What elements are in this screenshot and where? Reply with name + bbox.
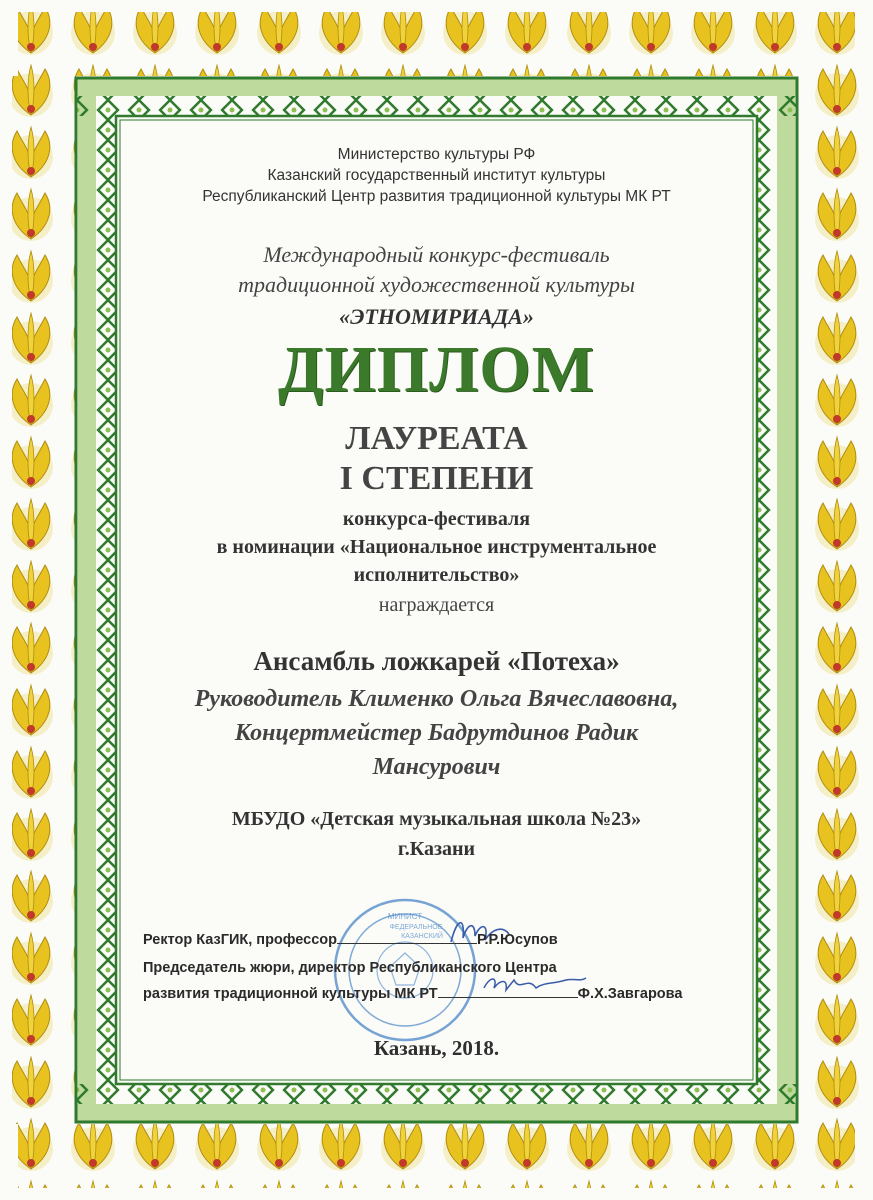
nomination-line-2: в номинации «Национальное инструментальное [216,536,657,558]
place-date: Казань, 2018. [373,1036,500,1060]
chair-label: развития традиционной культуры МК РТ [143,986,438,1002]
institute-line: Казанский государственный институт культуры [267,167,606,184]
school-city: г.Казани [397,838,476,860]
contest-line-1: Международный конкурс-фестиваль [263,242,610,267]
svg-text:ФЕДЕРАЛЬНОЕ: ФЕДЕРАЛЬНОЕ [389,924,443,931]
contest-name: «ЭТНОМИРИАДА» [339,304,534,329]
accompanist-line-cont: Мансурович [372,754,501,780]
degree-line: I СТЕПЕНИ [339,460,534,497]
contest-line-2: традиционной художественной культуры [238,272,635,297]
accompanist-line: Концертмейстер Бадрутдинов Радик [234,720,639,746]
leader-line: Руководитель Клименко Ольга Вячеславовна, [194,686,679,712]
svg-text:МИНИСТ: МИНИСТ [387,912,423,921]
rector-name: Р.Р.Юсупов [477,932,558,948]
chair-signature-line [143,986,682,1002]
school-line: МБУДО «Детская музыкальная школа №23» [231,808,642,830]
chair-label-line-1: Председатель жюри, директор Республиканского Центра [143,960,557,976]
laureate-line: ЛАУРЕАТА [345,420,528,457]
awarded-line: награждается [378,594,495,616]
rector-signature-line [143,932,558,948]
ensemble-name: Ансамбль ложкарей «Потеха» [253,646,620,676]
nomination-line-1: конкурса-фестиваля [342,508,531,530]
ministry-line: Министерство культуры РФ [337,146,536,163]
chair-name: Ф.Х.Завгарова [577,986,683,1002]
nomination-line-3: исполнительство» [353,564,520,586]
diploma-title: ДИПЛОМ [278,333,595,406]
svg-text:КАЗАНСКИЙ: КАЗАНСКИЙ [401,933,443,940]
diploma-content [120,140,753,1080]
center-line: Республиканский Центр развития традиционной культуры МК РТ [202,188,671,205]
rector-label: Ректор КазГИК, профессор [143,932,337,948]
